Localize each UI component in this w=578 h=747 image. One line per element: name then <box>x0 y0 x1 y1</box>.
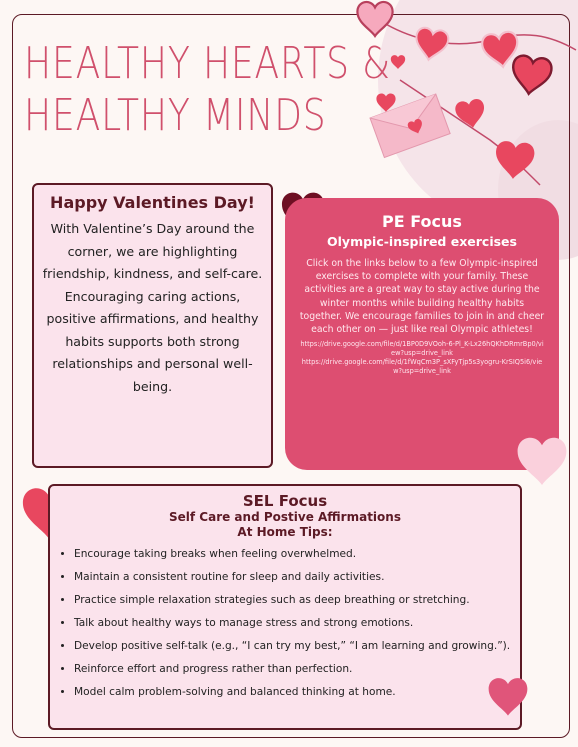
pe-body: Click on the links below to a few Olympic-inspired exercises to complete with your family. These activities are a great way to stay active during the winter months while building healthy habits together. We encourage families to join in and cheer each other on — just like real Olympic athletes! <box>299 258 545 336</box>
pe-link-1[interactable]: https://drive.google.com/file/d/1BP0D9VOoh-6-Pl_K-Lx26hQKhDRmrBp0/view?usp=drive_link <box>300 340 544 358</box>
title-line-1: HEALTHY HEARTS & <box>24 38 392 89</box>
list-item: • Maintain a consistent routine for sleep and daily activities. <box>74 569 512 585</box>
list-item: • Encourage taking breaks when feeling overwhelmed. <box>74 546 512 562</box>
heart-icon <box>413 26 450 62</box>
valentines-heading: Happy Valentines Day! <box>50 193 255 212</box>
valentines-section <box>32 183 273 468</box>
heart-icon <box>483 672 533 718</box>
valentines-body: With Valentine’s Day around the corner, we are highlighting friendship, kindness, and self-care. Encouraging caring actions, positive affirmations, and healthy habits supports both strong relationships and personal well-being. <box>42 221 263 394</box>
list-item: • Talk about healthy ways to manage stress and strong emotions. <box>74 615 512 631</box>
pe-subheading: Olympic-inspired exercises <box>327 234 517 249</box>
heart-icon <box>510 430 574 488</box>
pe-link-2[interactable]: https://drive.google.com/file/d/1fWqCm3P_sXFyTjp5s3yogru-KrSIQ5i6/view?usp=drive_link <box>301 358 543 376</box>
list-item: • Practice simple relaxation strategies such as deep breathing or stretching. <box>74 592 512 608</box>
sel-tips-list <box>58 546 512 700</box>
list-item: • Model calm problem-solving and balanced thinking at home. <box>74 684 512 700</box>
heart-icon <box>510 54 553 96</box>
heart-icon <box>391 55 405 69</box>
list-item: • Reinforce effort and progress rather than perfection. <box>74 661 512 677</box>
heart-icon <box>357 2 392 36</box>
sel-focus-section <box>48 484 522 730</box>
sel-subheading: Self Care and Postive Affirmations <box>169 510 401 524</box>
page-title <box>24 38 391 142</box>
sel-heading: SEL Focus <box>242 492 328 510</box>
sel-tips-heading: At Home Tips: <box>237 525 333 539</box>
title-line-2: HEALTHY MINDS <box>24 90 327 141</box>
heart-icon <box>454 98 487 130</box>
list-item: • Develop positive self-talk (e.g., “I can try my best,” “I am learning and growing.”). <box>74 638 512 654</box>
pe-heading: PE Focus <box>382 212 462 231</box>
